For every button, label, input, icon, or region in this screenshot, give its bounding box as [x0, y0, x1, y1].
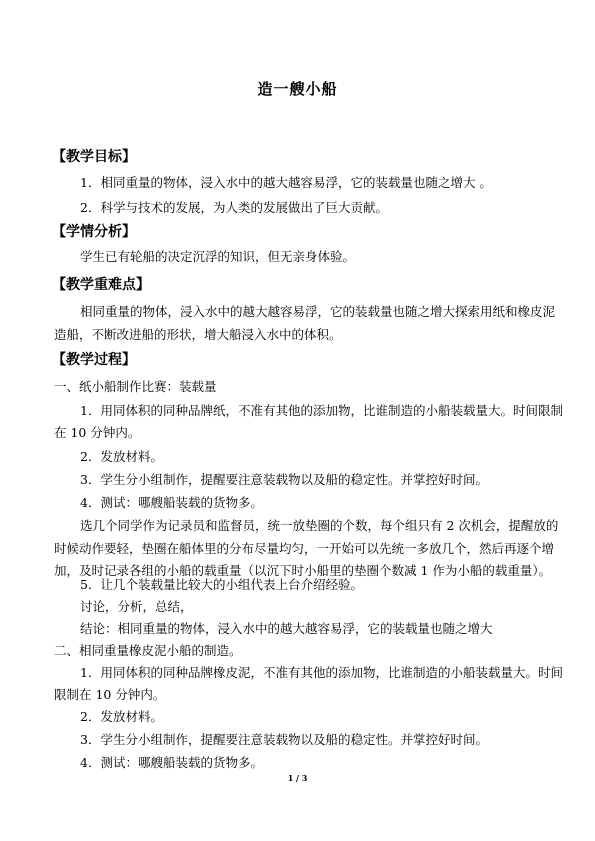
page-title: 造一艘小船	[257, 80, 338, 98]
process-line: 二、相同重量橡皮泥小船的制造。	[54, 643, 242, 658]
key-points-line: 造船，不断改进船的形状，增大船浸入水中的体积。	[54, 327, 342, 342]
process-line: 1．用同体积的同种品牌纸，不准有其他的添加物，比谁制造的小船装载量大。时间限制	[80, 403, 563, 418]
section-heading-process: 【教学过程】	[52, 352, 136, 368]
key-points-line: 相同重量的物体，浸入水中的越大越容易浮，它的装载量也随之增大探索用纸和橡皮泥	[80, 304, 556, 319]
section-heading-analysis: 【学情分析】	[52, 224, 136, 240]
process-line: 时候动作要轻，垫圈在船体里的分布尽量均匀，一开始可以先统一多放几个，然后再逐个增	[54, 541, 555, 556]
section-heading-key-points: 【教学重难点】	[52, 277, 150, 293]
process-line: 4．测试：哪艘船装载的货物多。	[80, 755, 263, 770]
process-line: 3．学生分小组制作，提醒要注意装载物以及船的稳定性。并掌控好时间。	[80, 472, 488, 487]
process-line: 结论：相同重量的物体，浸入水中的越大越容易浮，它的装载量也随之增大	[80, 621, 493, 636]
process-line: 在 10 分钟内。	[54, 425, 141, 440]
analysis-text: 学生已有轮船的决定沉浮的知识，但无亲身体验。	[80, 249, 356, 264]
process-line: 5．让几个装载量比较大的小组代表上台介绍经验。	[80, 577, 363, 592]
process-line: 3．学生分小组制作，提醒要注意装载物以及船的稳定性。并掌控好时间。	[80, 732, 488, 747]
process-line: 加，及时记录各组的小船的载重量（以沉下时小船里的垫圈个数减 1 作为小船的载重量）。	[54, 563, 552, 578]
process-line: 1．用同体积的同种品牌橡皮泥，不准有其他的添加物，比谁制造的小船装载量大。时间	[80, 665, 563, 680]
process-line: 选几个同学作为记录员和监督员，统一放垫圈的个数，每个组只有 2 次机会，提醒放的	[80, 518, 559, 533]
section-heading-goals: 【教学目标】	[52, 149, 136, 165]
page-number: 1 / 3	[287, 773, 308, 783]
process-line: 2．发放材料。	[80, 449, 163, 464]
process-line: 讨论，分析，总结，	[80, 599, 193, 614]
process-line: 一、纸小船制作比赛：装载量	[54, 379, 217, 394]
goal-item: 2．科学与技术的发展，为人类的发展做出了巨大贡献。	[80, 200, 388, 215]
goal-item: 1．相同重量的物体，浸入水中的越大越容易浮，它的装载量也随之增大 。	[80, 175, 492, 190]
process-line: 4．测试：哪艘船装载的货物多。	[80, 495, 263, 510]
process-line: 限制在 10 分钟内。	[54, 687, 166, 702]
process-line: 2．发放材料。	[80, 709, 163, 724]
